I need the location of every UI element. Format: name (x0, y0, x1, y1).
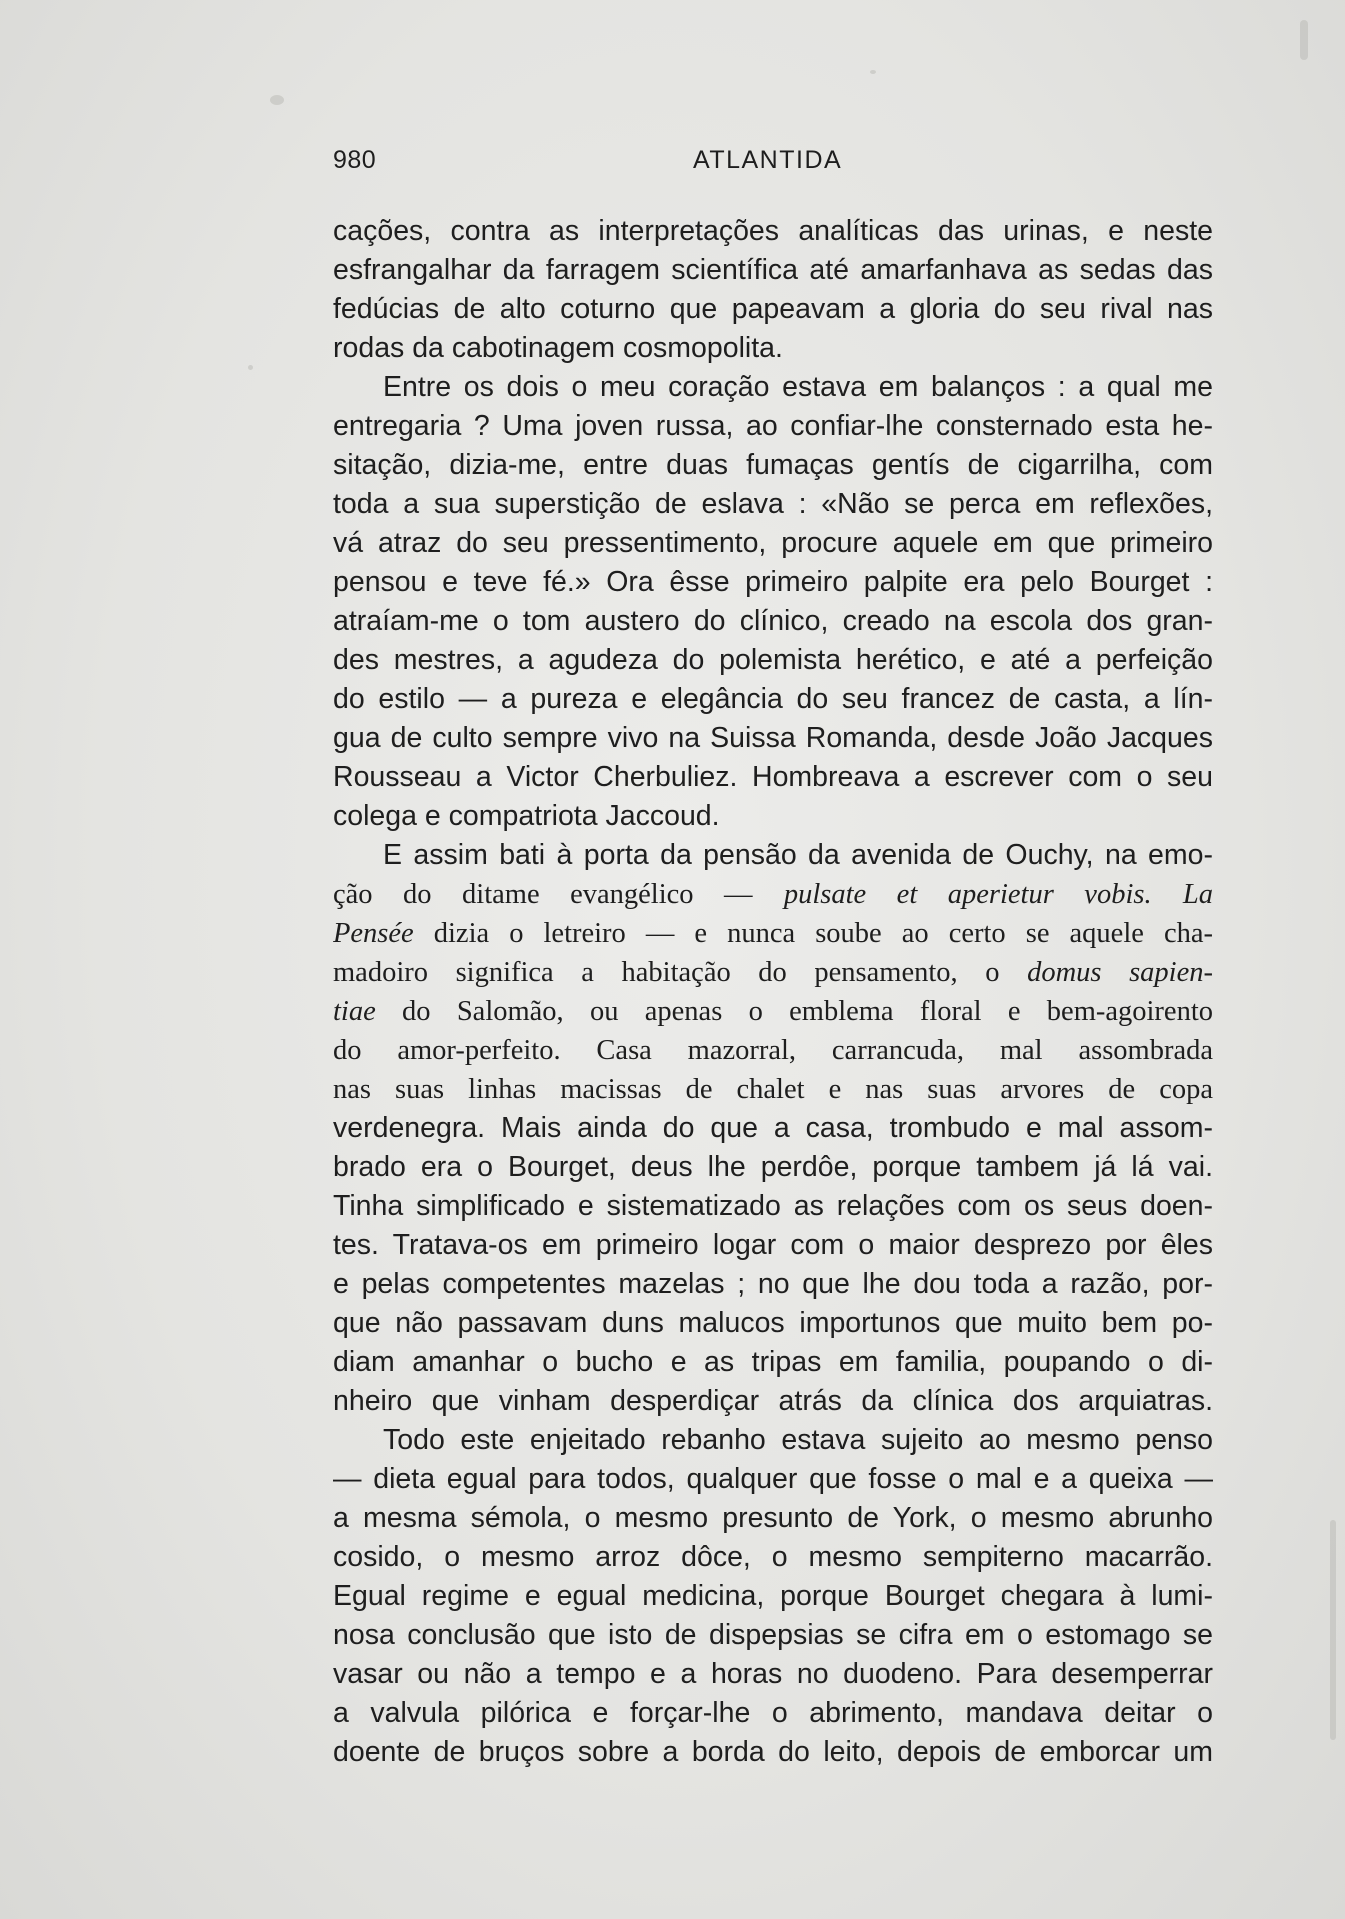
text-line: do amor-perfeito. Casa mazorral, carrancuda, mal assombrada (333, 1035, 1213, 1066)
paper-speck (870, 70, 876, 74)
italic-phrase: tiae (333, 996, 376, 1027)
text-line: rodas da cabotinagem cosmopolita. (333, 332, 783, 364)
text-line: E assim bati à porta da pensão da avenida de Ouchy, na emo- (383, 839, 1213, 871)
text-line: Egual regime e egual medicina, porque Bourget chegara à lumi- (333, 1580, 1213, 1612)
text-line: a valvula pilórica e forçar-lhe o abrimento, mandava deitar o (333, 1697, 1213, 1729)
text-line: Tinha simplificado e sistematizado as relações com os seus doen- (333, 1190, 1213, 1222)
text-line: nheiro que vinham desperdiçar atrás da clínica dos arquiatras. (333, 1385, 1213, 1417)
text-line: nas suas linhas macissas de chalet e nas suas arvores de copa (333, 1074, 1213, 1105)
paper-speck (248, 365, 253, 370)
text-line: vá atraz do seu pressentimento, procure aquele em que primeiro (333, 527, 1213, 559)
italic-phrase: pulsate et aperietur vobis. (783, 879, 1152, 910)
text-line: pensou e teve fé.» Ora êsse primeiro palpite era pelo Bourget : (333, 566, 1213, 598)
italic-phrase: domus sapien- (1027, 957, 1213, 988)
paper-speck (270, 95, 284, 105)
page-number: 980 (333, 146, 377, 174)
text-line: fedúcias de alto coturno que papeavam a gloria do seu rival nas (333, 293, 1213, 325)
paper-speck (1330, 1520, 1336, 1740)
page-header (333, 140, 1213, 180)
text-line: des mestres, a agudeza do polemista herético, e até a perfeição (333, 644, 1213, 676)
text-line: toda a sua superstição de eslava : «Não se perca em reflexões, (333, 488, 1213, 520)
italic-phrase: Pensée (333, 918, 414, 949)
paper-speck (1300, 20, 1308, 60)
text-line: Entre os dois o meu coração estava em balanços : a qual me (383, 371, 1213, 403)
text-line: Rousseau a Victor Cherbuliez. Hombreava a escrever com o seu (333, 761, 1213, 793)
text-line: a mesma sémola, o mesmo presunto de York, o mesmo abrunho (333, 1502, 1213, 1534)
text-line: atraíam-me o tom austero do clínico, creado na escola dos gran- (333, 605, 1213, 637)
text-line: Todo este enjeitado rebanho estava sujeito ao mesmo penso (383, 1424, 1213, 1456)
text-line: que não passavam duns malucos importunos que muito bem po- (333, 1307, 1213, 1339)
text-line: sitação, dizia-me, entre duas fumaças gentís de cigarrilha, com (333, 449, 1213, 481)
running-title: ATLANTIDA (693, 146, 843, 174)
text-line: ção do ditame evangélico — pulsate et aperietur vobis. La (333, 879, 1213, 910)
text-line: gua de culto sempre vivo na Suissa Romanda, desde João Jacques (333, 722, 1213, 754)
italic-phrase: La (1182, 879, 1213, 910)
text-line: vasar ou não a tempo e a horas no duodeno. Para desemperrar (333, 1658, 1213, 1690)
text-line: do estilo — a pureza e elegância do seu francez de casta, a lín- (333, 683, 1213, 715)
text-line: doente de bruços sobre a borda do leito, depois de emborcar um (333, 1736, 1213, 1768)
text-line: tiae do Salomão, ou apenas o emblema floral e bem-agoirento (333, 996, 1213, 1027)
body-text (333, 212, 1213, 1772)
text-line: madoiro significa a habitação do pensamento, o domus sapien- (333, 957, 1213, 988)
text-line: tes. Tratava-os em primeiro logar com o maior desprezo por êles (333, 1229, 1213, 1261)
text-line: entregaria ? Uma joven russa, ao confiar-lhe consternado esta he- (333, 410, 1213, 442)
text-line: esfrangalhar da farragem scientífica até amarfanhava as sedas das (333, 254, 1213, 286)
text-line: nosa conclusão que isto de dispepsias se cifra em o estomago se (333, 1619, 1213, 1651)
text-line: cosido, o mesmo arroz dôce, o mesmo sempiterno macarrão. (333, 1541, 1213, 1573)
text-line: colega e compatriota Jaccoud. (333, 800, 720, 832)
text-line: e pelas competentes mazelas ; no que lhe dou toda a razão, por- (333, 1268, 1213, 1300)
text-line: brado era o Bourget, deus lhe perdôe, porque tambem já lá vai. (333, 1151, 1213, 1183)
text-line: Pensée dizia o letreiro — e nunca soube ao certo se aquele cha- (333, 918, 1213, 949)
text-line: cações, contra as interpretações analíticas das urinas, e neste (333, 215, 1213, 247)
text-line: — dieta egual para todos, qualquer que fosse o mal e a queixa — (333, 1463, 1213, 1495)
text-line: verdenegra. Mais ainda do que a casa, trombudo e mal assom- (333, 1112, 1213, 1144)
text-line: diam amanhar o bucho e as tripas em familia, poupando o di- (333, 1346, 1213, 1378)
